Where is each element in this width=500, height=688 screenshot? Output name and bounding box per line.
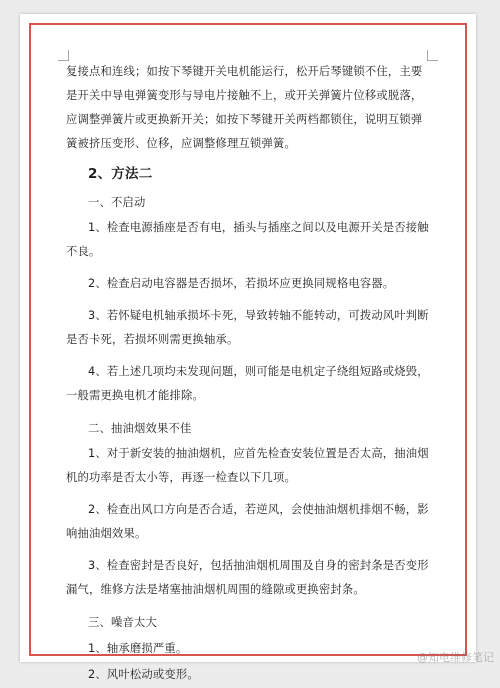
heading-method-two: 2、方法二 [66, 162, 432, 186]
list-item: 3、检查密封是否良好，包括抽油烟机周围及自身的密封条是否变形漏气，维修方法是堵塞抽油烟机周围的缝隙或更换密封条。 [66, 554, 432, 602]
section-title-noise: 三、噪音太大 [66, 610, 432, 636]
list-item: 1、轴承磨损严重。 [66, 636, 432, 662]
document-body [66, 60, 432, 688]
list-item: 2、检查启动电容器是否损坏，若损坏应更换同规格电容器。 [66, 272, 432, 296]
list-item: 2、检查出风口方向是否合适，若逆风，会使抽油烟机排烟不畅，影响抽油烟效果。 [66, 498, 432, 546]
section-title-poor-suction: 二、抽油烟效果不佳 [66, 416, 432, 442]
list-item: 3、若怀疑电机轴承损坏卡死，导致转轴不能转动，可拨动风叶判断是否卡死，若损坏则需更换轴承。 [66, 304, 432, 352]
list-item: 4、若上述几项均未发现问题，则可能是电机定子绕组短路或烧毁，一般需更换电机才能排除。 [66, 360, 432, 408]
watermark: @知电维修笔记 [417, 649, 494, 665]
list-item: 2、风叶松动或变形。 [66, 662, 432, 688]
list-item: 1、检查电源插座是否有电，插头与插座之间以及电源开关是否接触不良。 [66, 216, 432, 264]
paragraph-continued: 复接点和连线；如按下琴键开关电机能运行，松开后琴键锁不住，主要是开关中导电弹簧变形与导电片接触不上，或开关弹簧片位移或脱落，应调整弹簧片或更换新开关；如按下琴键开关两档都锁住，说明互锁弹簧被挤压变形、位移，应调整修理互锁弹簧。 [66, 60, 432, 156]
section-title-no-start: 一、不启动 [66, 190, 432, 216]
document-page [20, 14, 476, 662]
list-item: 1、对于新安装的抽油烟机，应首先检查安装位置是否太高，抽油烟机的功率是否太小等，再逐一检查以下几项。 [66, 442, 432, 490]
